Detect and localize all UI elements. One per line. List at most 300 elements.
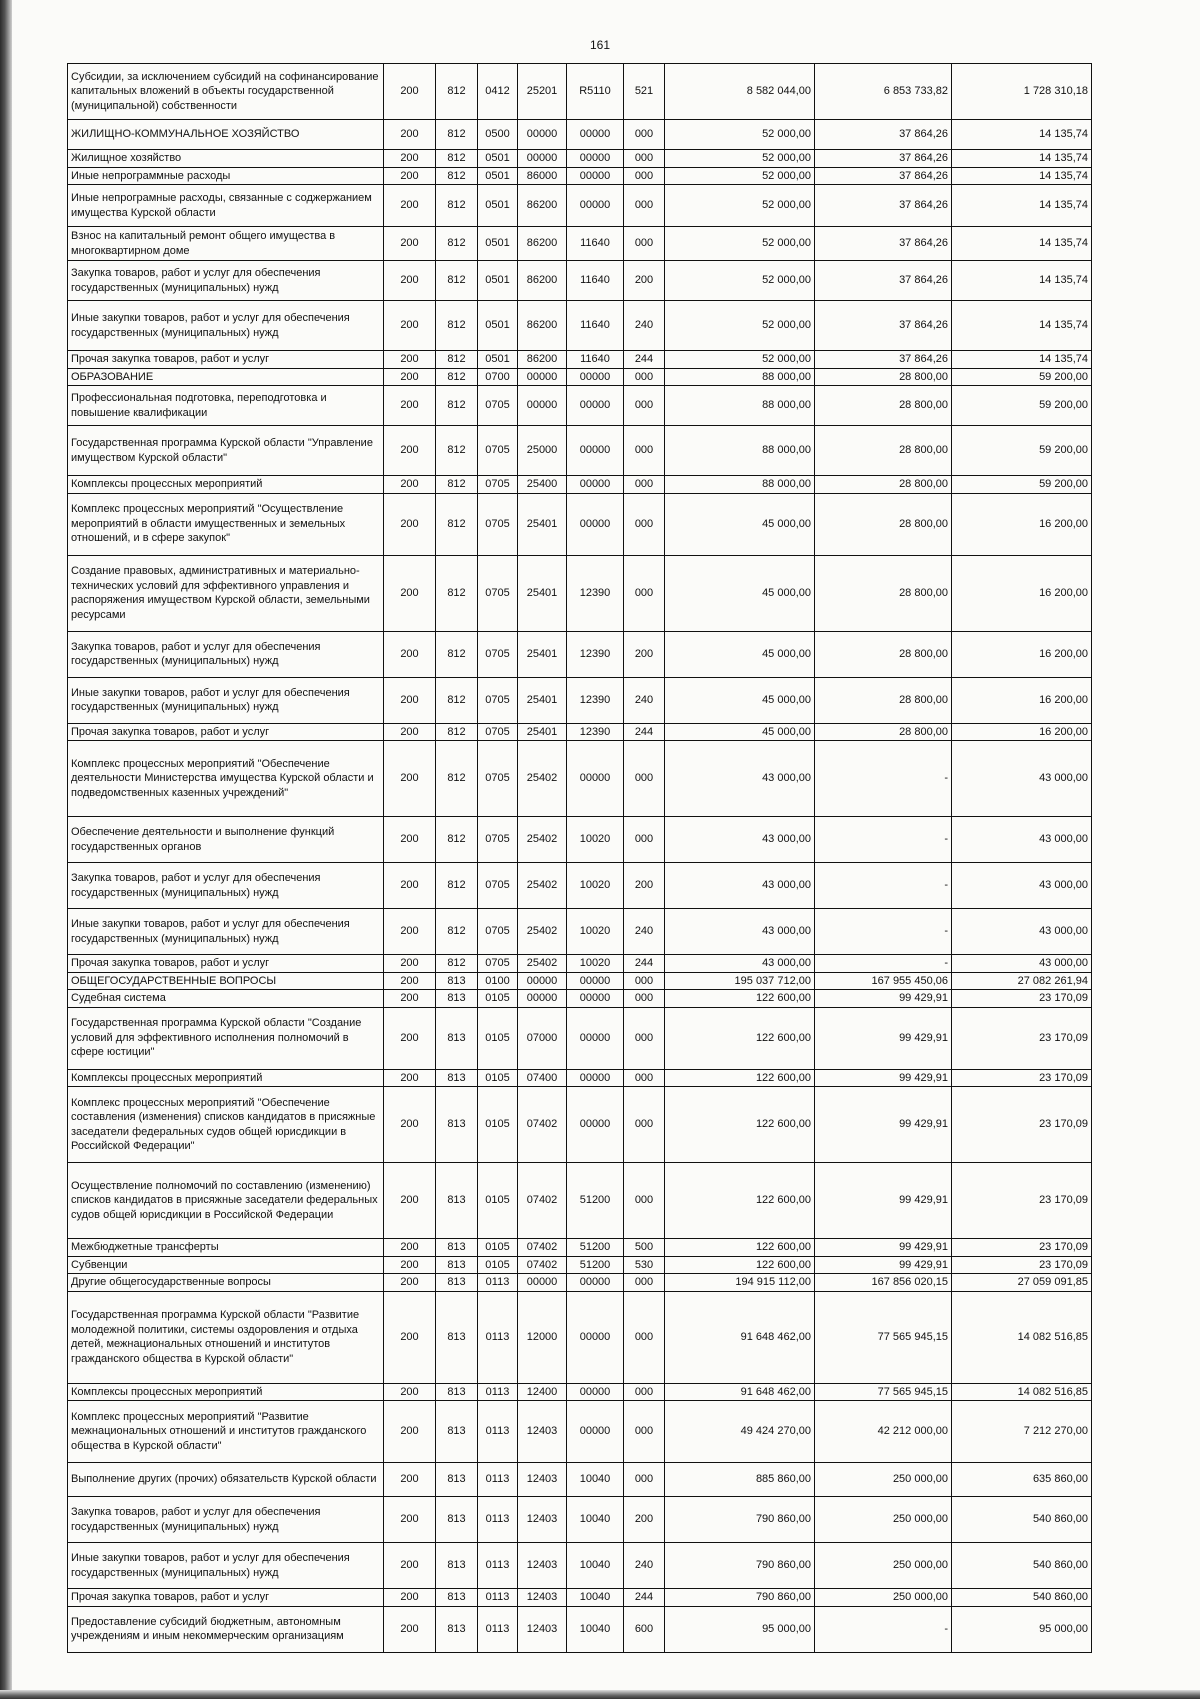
value-executed: 37 864,26 xyxy=(815,261,952,301)
code-direction: 00000 xyxy=(567,972,624,990)
code-direction: 00000 xyxy=(567,1383,624,1401)
code-ministry: 813 xyxy=(436,1401,478,1463)
budget-table xyxy=(67,63,1092,1653)
table-row xyxy=(68,1543,1092,1589)
value-executed: 37 864,26 xyxy=(815,167,952,185)
row-name: Судебная система xyxy=(68,990,384,1008)
value-planned: 43 000,00 xyxy=(665,909,815,955)
value-remaining: 43 000,00 xyxy=(952,863,1092,909)
code-direction: 10020 xyxy=(567,955,624,973)
value-planned: 52 000,00 xyxy=(665,150,815,168)
code-admin: 200 xyxy=(384,368,436,386)
code-expense-type: 240 xyxy=(624,909,665,955)
value-executed: 6 853 733,82 xyxy=(815,64,952,120)
row-name: Обеспечение деятельности и выполнение функций государственных органов xyxy=(68,817,384,863)
code-section: 0501 xyxy=(478,150,518,168)
code-program: 25401 xyxy=(518,493,567,555)
code-admin: 200 xyxy=(384,677,436,723)
table-row xyxy=(68,972,1092,990)
code-expense-type: 200 xyxy=(624,631,665,677)
table-row xyxy=(68,909,1092,955)
row-name: Закупка товаров, работ и услуг для обеспечения государственных (муниципальных) нужд xyxy=(68,863,384,909)
code-ministry: 812 xyxy=(436,863,478,909)
code-ministry: 812 xyxy=(436,631,478,677)
code-admin: 200 xyxy=(384,1007,436,1069)
budget-table-body xyxy=(68,64,1092,1653)
code-expense-type: 521 xyxy=(624,64,665,120)
code-expense-type: 000 xyxy=(624,150,665,168)
code-program: 07000 xyxy=(518,1007,567,1069)
code-direction: 00000 xyxy=(567,1069,624,1087)
value-executed: 250 000,00 xyxy=(815,1589,952,1607)
table-row xyxy=(68,150,1092,168)
code-expense-type: 244 xyxy=(624,723,665,741)
code-direction: 10020 xyxy=(567,817,624,863)
code-direction: 00000 xyxy=(567,386,624,426)
code-section: 0105 xyxy=(478,1239,518,1257)
code-ministry: 812 xyxy=(436,368,478,386)
value-executed: 37 864,26 xyxy=(815,120,952,150)
code-expense-type: 240 xyxy=(624,1543,665,1589)
row-name: Осуществление полномочий по составлению (изменению) списков кандидатов в присяжные заседатели федеральных судов общей юрисдикции в Российской Федерации xyxy=(68,1163,384,1239)
value-remaining: 23 170,09 xyxy=(952,1007,1092,1069)
code-direction: 00000 xyxy=(567,493,624,555)
code-expense-type: 000 xyxy=(624,120,665,150)
table-row xyxy=(68,1087,1092,1163)
table-row xyxy=(68,301,1092,351)
code-direction: 51200 xyxy=(567,1163,624,1239)
code-expense-type: 000 xyxy=(624,185,665,227)
value-executed: 250 000,00 xyxy=(815,1497,952,1543)
code-ministry: 813 xyxy=(436,1087,478,1163)
table-row xyxy=(68,723,1092,741)
code-ministry: 813 xyxy=(436,972,478,990)
value-executed: 28 800,00 xyxy=(815,386,952,426)
value-remaining: 14 082 516,85 xyxy=(952,1291,1092,1383)
code-section: 0700 xyxy=(478,368,518,386)
code-ministry: 813 xyxy=(436,1163,478,1239)
code-direction: 10020 xyxy=(567,863,624,909)
code-admin: 200 xyxy=(384,1239,436,1257)
table-row xyxy=(68,493,1092,555)
value-remaining: 14 135,74 xyxy=(952,185,1092,227)
table-row xyxy=(68,1274,1092,1292)
table-row xyxy=(68,167,1092,185)
code-admin: 200 xyxy=(384,863,436,909)
value-executed: 77 565 945,15 xyxy=(815,1383,952,1401)
table-row xyxy=(68,351,1092,369)
value-remaining: 1 728 310,18 xyxy=(952,64,1092,120)
value-planned: 195 037 712,00 xyxy=(665,972,815,990)
code-section: 0705 xyxy=(478,677,518,723)
value-planned: 52 000,00 xyxy=(665,120,815,150)
value-planned: 122 600,00 xyxy=(665,1256,815,1274)
code-admin: 200 xyxy=(384,1069,436,1087)
value-remaining: 59 200,00 xyxy=(952,386,1092,426)
table-row xyxy=(68,1383,1092,1401)
code-program: 00000 xyxy=(518,1274,567,1292)
value-remaining: 540 860,00 xyxy=(952,1543,1092,1589)
row-name: Прочая закупка товаров, работ и услуг xyxy=(68,955,384,973)
code-section: 0705 xyxy=(478,631,518,677)
code-direction: 00000 xyxy=(567,167,624,185)
code-section: 0113 xyxy=(478,1606,518,1652)
code-section: 0105 xyxy=(478,1256,518,1274)
code-direction: 10040 xyxy=(567,1589,624,1607)
code-ministry: 813 xyxy=(436,1543,478,1589)
row-name: Создание правовых, административных и материально-технических условий для эффективного управления и распоряжения имуществом Курской области, земельными ресурсами xyxy=(68,555,384,631)
code-direction: 11640 xyxy=(567,351,624,369)
table-row xyxy=(68,261,1092,301)
code-ministry: 813 xyxy=(436,1589,478,1607)
code-expense-type: 000 xyxy=(624,426,665,476)
value-remaining: 23 170,09 xyxy=(952,990,1092,1008)
table-row xyxy=(68,368,1092,386)
value-planned: 45 000,00 xyxy=(665,631,815,677)
value-executed: 77 565 945,15 xyxy=(815,1291,952,1383)
row-name: Прочая закупка товаров, работ и услуг xyxy=(68,723,384,741)
code-ministry: 813 xyxy=(436,1274,478,1292)
code-program: 25402 xyxy=(518,955,567,973)
value-planned: 43 000,00 xyxy=(665,817,815,863)
value-planned: 88 000,00 xyxy=(665,426,815,476)
value-planned: 52 000,00 xyxy=(665,351,815,369)
value-planned: 49 424 270,00 xyxy=(665,1401,815,1463)
value-executed: 99 429,91 xyxy=(815,1256,952,1274)
value-executed: 28 800,00 xyxy=(815,723,952,741)
code-program: 86200 xyxy=(518,227,567,261)
value-planned: 45 000,00 xyxy=(665,723,815,741)
code-ministry: 812 xyxy=(436,185,478,227)
code-expense-type: 000 xyxy=(624,555,665,631)
value-remaining: 14 135,74 xyxy=(952,351,1092,369)
code-direction: 10040 xyxy=(567,1543,624,1589)
code-ministry: 812 xyxy=(436,909,478,955)
table-row xyxy=(68,1401,1092,1463)
row-name: Государственная программа Курской области "Развитие молодежной политики, системы оздоровления и отдыха детей, межнациональных отношений и институтов гражданского общества в Курской области" xyxy=(68,1291,384,1383)
code-admin: 200 xyxy=(384,1163,436,1239)
value-executed: 42 212 000,00 xyxy=(815,1401,952,1463)
code-program: 25401 xyxy=(518,555,567,631)
value-planned: 91 648 462,00 xyxy=(665,1291,815,1383)
table-row xyxy=(68,631,1092,677)
code-admin: 200 xyxy=(384,493,436,555)
code-direction: 00000 xyxy=(567,1401,624,1463)
code-direction: 10020 xyxy=(567,909,624,955)
value-executed: 99 429,91 xyxy=(815,1087,952,1163)
value-planned: 885 860,00 xyxy=(665,1463,815,1497)
code-expense-type: 240 xyxy=(624,301,665,351)
code-expense-type: 000 xyxy=(624,972,665,990)
table-row xyxy=(68,1239,1092,1257)
value-remaining: 95 000,00 xyxy=(952,1606,1092,1652)
page-number: 161 xyxy=(589,38,611,52)
code-direction: 00000 xyxy=(567,1274,624,1292)
code-direction: 00000 xyxy=(567,1007,624,1069)
table-row xyxy=(68,1256,1092,1274)
code-program: 25402 xyxy=(518,741,567,817)
code-expense-type: 000 xyxy=(624,741,665,817)
code-program: 25000 xyxy=(518,426,567,476)
value-executed: 99 429,91 xyxy=(815,1069,952,1087)
code-admin: 200 xyxy=(384,631,436,677)
value-remaining: 16 200,00 xyxy=(952,493,1092,555)
code-expense-type: 244 xyxy=(624,351,665,369)
code-section: 0105 xyxy=(478,1069,518,1087)
row-name: Закупка товаров, работ и услуг для обеспечения государственных (муниципальных) нужд xyxy=(68,631,384,677)
row-name: Взнос на капитальный ремонт общего имущества в многоквартирном доме xyxy=(68,227,384,261)
code-ministry: 813 xyxy=(436,1291,478,1383)
code-section: 0500 xyxy=(478,120,518,150)
value-executed: - xyxy=(815,863,952,909)
code-expense-type: 244 xyxy=(624,1589,665,1607)
code-section: 0501 xyxy=(478,261,518,301)
code-program: 25401 xyxy=(518,631,567,677)
code-admin: 200 xyxy=(384,1256,436,1274)
code-expense-type: 000 xyxy=(624,1463,665,1497)
code-admin: 200 xyxy=(384,1383,436,1401)
value-executed: 99 429,91 xyxy=(815,1163,952,1239)
row-name: Иные непрограммные расходы xyxy=(68,167,384,185)
table-row xyxy=(68,741,1092,817)
code-section: 0113 xyxy=(478,1589,518,1607)
row-name: Иные закупки товаров, работ и услуг для обеспечения государственных (муниципальных) нужд xyxy=(68,909,384,955)
value-planned: 122 600,00 xyxy=(665,1087,815,1163)
value-executed: 250 000,00 xyxy=(815,1463,952,1497)
code-ministry: 813 xyxy=(436,1069,478,1087)
table-row xyxy=(68,120,1092,150)
code-program: 07402 xyxy=(518,1239,567,1257)
table-row xyxy=(68,817,1092,863)
code-program: 25402 xyxy=(518,909,567,955)
code-section: 0113 xyxy=(478,1401,518,1463)
code-direction: 10040 xyxy=(567,1497,624,1543)
code-ministry: 812 xyxy=(436,955,478,973)
code-admin: 200 xyxy=(384,1463,436,1497)
value-executed: 28 800,00 xyxy=(815,426,952,476)
value-remaining: 43 000,00 xyxy=(952,955,1092,973)
code-expense-type: 000 xyxy=(624,1087,665,1163)
code-expense-type: 200 xyxy=(624,1497,665,1543)
code-direction: R5110 xyxy=(567,64,624,120)
code-direction: 11640 xyxy=(567,301,624,351)
code-expense-type: 000 xyxy=(624,386,665,426)
value-planned: 45 000,00 xyxy=(665,555,815,631)
code-admin: 200 xyxy=(384,351,436,369)
code-program: 07402 xyxy=(518,1163,567,1239)
value-remaining: 14 135,74 xyxy=(952,120,1092,150)
value-remaining: 7 212 270,00 xyxy=(952,1401,1092,1463)
code-section: 0105 xyxy=(478,990,518,1008)
code-program: 00000 xyxy=(518,386,567,426)
value-planned: 91 648 462,00 xyxy=(665,1383,815,1401)
code-program: 25402 xyxy=(518,817,567,863)
table-row xyxy=(68,227,1092,261)
code-expense-type: 000 xyxy=(624,476,665,494)
code-program: 25402 xyxy=(518,863,567,909)
code-program: 00000 xyxy=(518,120,567,150)
row-name: Закупка товаров, работ и услуг для обеспечения государственных (муниципальных) нужд xyxy=(68,261,384,301)
value-planned: 88 000,00 xyxy=(665,476,815,494)
value-planned: 790 860,00 xyxy=(665,1589,815,1607)
value-executed: 37 864,26 xyxy=(815,150,952,168)
code-expense-type: 500 xyxy=(624,1239,665,1257)
code-ministry: 812 xyxy=(436,150,478,168)
code-expense-type: 000 xyxy=(624,1274,665,1292)
value-planned: 194 915 112,00 xyxy=(665,1274,815,1292)
code-section: 0705 xyxy=(478,476,518,494)
code-admin: 200 xyxy=(384,955,436,973)
code-program: 86200 xyxy=(518,301,567,351)
code-direction: 00000 xyxy=(567,368,624,386)
value-planned: 790 860,00 xyxy=(665,1497,815,1543)
row-name: Комплекс процессных мероприятий "Обеспечение деятельности Министерства имущества Курской области и подведомственных казенных учреждений" xyxy=(68,741,384,817)
code-section: 0705 xyxy=(478,426,518,476)
table-row xyxy=(68,1069,1092,1087)
code-program: 12403 xyxy=(518,1497,567,1543)
code-program: 00000 xyxy=(518,990,567,1008)
table-row xyxy=(68,1007,1092,1069)
row-name: ОБРАЗОВАНИЕ xyxy=(68,368,384,386)
code-section: 0105 xyxy=(478,1087,518,1163)
row-name: Прочая закупка товаров, работ и услуг xyxy=(68,351,384,369)
code-section: 0113 xyxy=(478,1291,518,1383)
value-planned: 8 582 044,00 xyxy=(665,64,815,120)
row-name: Субвенции xyxy=(68,1256,384,1274)
code-section: 0501 xyxy=(478,227,518,261)
code-program: 12403 xyxy=(518,1543,567,1589)
code-admin: 200 xyxy=(384,150,436,168)
row-name: Межбюджетные трансферты xyxy=(68,1239,384,1257)
value-remaining: 14 135,74 xyxy=(952,227,1092,261)
code-program: 07402 xyxy=(518,1256,567,1274)
value-remaining: 14 135,74 xyxy=(952,167,1092,185)
code-expense-type: 530 xyxy=(624,1256,665,1274)
code-admin: 200 xyxy=(384,909,436,955)
code-admin: 200 xyxy=(384,64,436,120)
code-expense-type: 000 xyxy=(624,368,665,386)
code-program: 25401 xyxy=(518,723,567,741)
code-direction: 00000 xyxy=(567,990,624,1008)
code-section: 0113 xyxy=(478,1497,518,1543)
code-admin: 200 xyxy=(384,476,436,494)
code-program: 00000 xyxy=(518,972,567,990)
code-section: 0501 xyxy=(478,351,518,369)
code-program: 12400 xyxy=(518,1383,567,1401)
value-remaining: 23 170,09 xyxy=(952,1163,1092,1239)
value-planned: 88 000,00 xyxy=(665,368,815,386)
code-expense-type: 000 xyxy=(624,493,665,555)
table-row xyxy=(68,64,1092,120)
table-row xyxy=(68,185,1092,227)
value-remaining: 43 000,00 xyxy=(952,909,1092,955)
row-name: ЖИЛИЩНО-КОММУНАЛЬНОЕ ХОЗЯЙСТВО xyxy=(68,120,384,150)
table-row xyxy=(68,990,1092,1008)
code-ministry: 812 xyxy=(436,677,478,723)
value-executed: - xyxy=(815,1606,952,1652)
value-remaining: 27 082 261,94 xyxy=(952,972,1092,990)
value-executed: 28 800,00 xyxy=(815,555,952,631)
value-remaining: 23 170,09 xyxy=(952,1256,1092,1274)
code-section: 0705 xyxy=(478,817,518,863)
table-row xyxy=(68,1163,1092,1239)
value-planned: 43 000,00 xyxy=(665,955,815,973)
row-name: Комплексы процессных мероприятий xyxy=(68,476,384,494)
code-section: 0412 xyxy=(478,64,518,120)
code-expense-type: 240 xyxy=(624,677,665,723)
code-ministry: 813 xyxy=(436,1256,478,1274)
code-program: 86200 xyxy=(518,351,567,369)
code-direction: 10040 xyxy=(567,1463,624,1497)
value-executed: 99 429,91 xyxy=(815,1007,952,1069)
code-expense-type: 000 xyxy=(624,167,665,185)
row-name: Иные непрограмные расходы, связанные с соджержанием имущества Курской области xyxy=(68,185,384,227)
table-row xyxy=(68,1291,1092,1383)
code-expense-type: 600 xyxy=(624,1606,665,1652)
value-planned: 88 000,00 xyxy=(665,386,815,426)
value-remaining: 59 200,00 xyxy=(952,368,1092,386)
code-program: 86200 xyxy=(518,261,567,301)
code-admin: 200 xyxy=(384,972,436,990)
value-executed: 28 800,00 xyxy=(815,368,952,386)
code-admin: 200 xyxy=(384,817,436,863)
value-remaining: 635 860,00 xyxy=(952,1463,1092,1497)
value-executed: - xyxy=(815,817,952,863)
code-program: 12403 xyxy=(518,1401,567,1463)
row-name: Комплексы процессных мероприятий xyxy=(68,1383,384,1401)
row-name: Государственная программа Курской области "Создание условий для эффективного исполнения полномочий в сфере юстиции" xyxy=(68,1007,384,1069)
table-row xyxy=(68,555,1092,631)
code-section: 0705 xyxy=(478,493,518,555)
code-ministry: 812 xyxy=(436,741,478,817)
value-executed: 37 864,26 xyxy=(815,301,952,351)
code-direction: 12390 xyxy=(567,555,624,631)
value-planned: 122 600,00 xyxy=(665,1007,815,1069)
value-planned: 52 000,00 xyxy=(665,261,815,301)
code-direction: 51200 xyxy=(567,1239,624,1257)
code-section: 0501 xyxy=(478,185,518,227)
code-section: 0501 xyxy=(478,167,518,185)
value-planned: 52 000,00 xyxy=(665,227,815,261)
row-name: Профессиональная подготовка, переподготовка и повышение квалификации xyxy=(68,386,384,426)
code-expense-type: 000 xyxy=(624,1383,665,1401)
value-executed: - xyxy=(815,955,952,973)
code-section: 0705 xyxy=(478,863,518,909)
code-ministry: 812 xyxy=(436,476,478,494)
code-ministry: 812 xyxy=(436,64,478,120)
code-program: 12403 xyxy=(518,1463,567,1497)
row-name: Иные закупки товаров, работ и услуг для обеспечения государственных (муниципальных) нужд xyxy=(68,301,384,351)
code-ministry: 812 xyxy=(436,493,478,555)
code-ministry: 812 xyxy=(436,426,478,476)
value-remaining: 540 860,00 xyxy=(952,1589,1092,1607)
code-direction: 00000 xyxy=(567,150,624,168)
code-admin: 200 xyxy=(384,1291,436,1383)
code-direction: 00000 xyxy=(567,185,624,227)
value-remaining: 16 200,00 xyxy=(952,631,1092,677)
value-remaining: 14 135,74 xyxy=(952,301,1092,351)
code-direction: 00000 xyxy=(567,476,624,494)
code-direction: 12390 xyxy=(567,677,624,723)
row-name: Государственная программа Курской области "Управление имуществом Курской области" xyxy=(68,426,384,476)
value-planned: 122 600,00 xyxy=(665,1163,815,1239)
code-admin: 200 xyxy=(384,167,436,185)
code-program: 00000 xyxy=(518,368,567,386)
code-section: 0705 xyxy=(478,741,518,817)
code-section: 0705 xyxy=(478,955,518,973)
row-name: Прочая закупка товаров, работ и услуг xyxy=(68,1589,384,1607)
row-name: Комплекс процессных мероприятий "Осуществление мероприятий в области имущественных и земельных отношений, и в сфере закупок" xyxy=(68,493,384,555)
